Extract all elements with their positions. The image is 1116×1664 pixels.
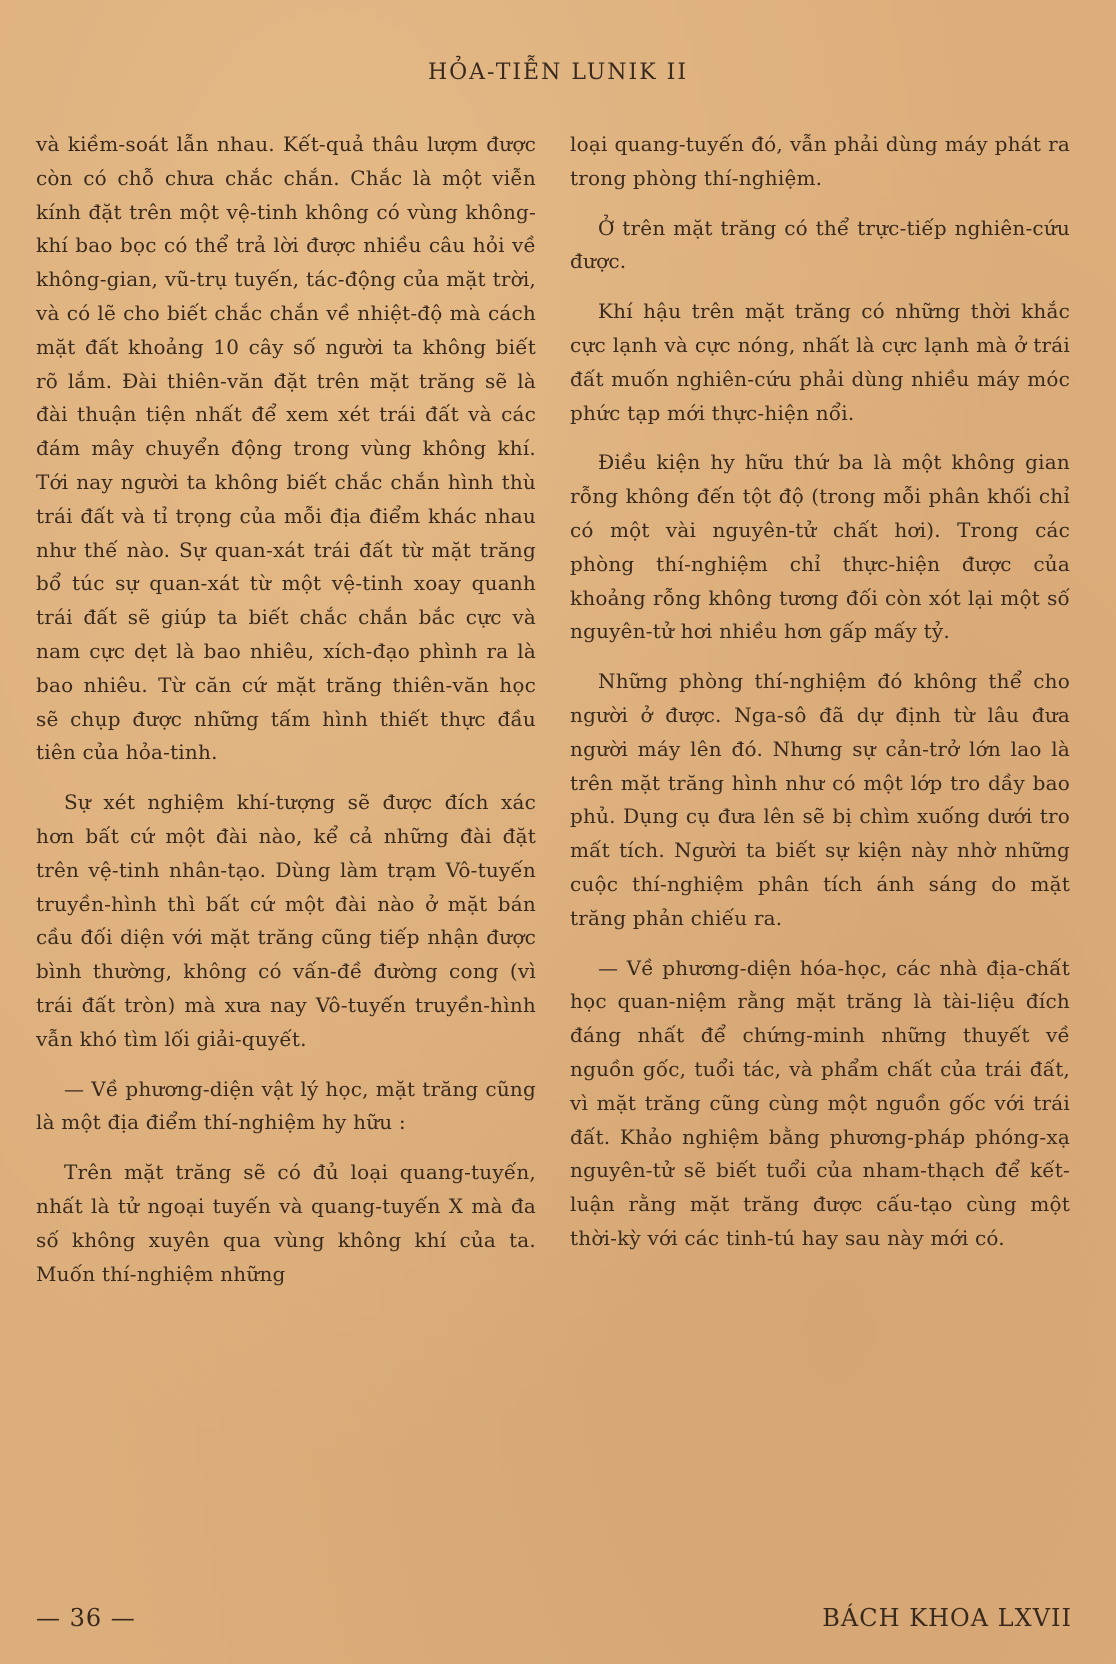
right-column: [570, 128, 1070, 1272]
left-paragraph-4: Trên mặt trăng sẽ có đủ loại quang-tuyến, nhất là tử ngoại tuyến và quang-tuyến X mà đa số không xuyên qua vùng không khí của ta. Muốn thí-nghiệm những: [36, 1160, 536, 1286]
left-column: [36, 128, 536, 1307]
left-paragraph-1: và kiềm-soát lẫn nhau. Kết-quả thâu lượm được còn có chỗ chưa chắc chắn. Chắc là một viễn kính đặt trên một vệ-tinh không có vùng không-khí bao bọc có thể trả lời được nhiều câu hỏi về không-gian, vũ-trụ tuyến, tác-động của mặt trời, và có lẽ cho biết chắc chắn về nhiệt-độ mà cách mặt đất khoảng 10 cây số người ta không biết rõ lắm. Đài thiên-văn đặt trên mặt trăng sẽ là đài thuận tiện nhất để xem xét trái đất và các đám mây chuyển động trong vùng không khí. Tới nay người ta không biết chắc chắn hình thù trái đất và tỉ trọng của mỗi địa điểm khác nhau như thế nào. Sự quan-xát trái đất từ mặt trăng bổ túc sự quan-xát từ một vệ-tinh xoay quanh trái đất sẽ giúp ta biết chắc chắn bắc cực và nam cực dẹt là bao nhiêu, xích-đạo phình ra là bao nhiêu. Từ căn cứ mặt trăng thiên-văn học sẽ chụp được những tấm hình thiết thực đầu tiên của hỏa-tinh.: [36, 132, 536, 765]
right-paragraph-1: loại quang-tuyến đó, vẫn phải dùng máy phát ra trong phòng thí-nghiệm.: [570, 132, 1070, 190]
magazine-name: BÁCH KHOA LXVII: [822, 1604, 1072, 1632]
running-head-title: HỎA-TIỄN LUNIK II: [427, 60, 689, 85]
right-paragraph-2: Ở trên mặt trăng có thể trực-tiếp nghiên-cứu được.: [570, 215, 1070, 274]
right-paragraph-6: — Về phương-diện hóa-học, các nhà địa-chất học quan-niệm rằng mặt trăng là tài-liệu đích đáng nhất để chứng-minh những thuyết về nguồn gốc, tuổi tác, và phẩm chất của trái đất, vì mặt trăng cũng cùng một nguồn gốc với trái đất. Khảo nghiệm bằng phương-pháp phóng-xạ nguyên-tử sẽ biết tuổi của nham-thạch để kết-luận rằng mặt trăng được cấu-tạo cùng một thời-kỳ với các tinh-tú hay sau này mới có.: [570, 955, 1070, 1250]
left-paragraph-3: — Về phương-diện vật lý học, mặt trăng cũng là một địa điểm thí-nghiệm hy hữu :: [36, 1076, 536, 1135]
right-paragraph-4: Điều kiện hy hữu thứ ba là một không gian rỗng không đến tột độ (trong mỗi phân khối chỉ có một vài nguyên-tử chất hơi). Trong các phòng thí-nghiệm chỉ thực-hiện được của khoảng rỗng không tương đối còn xót lại một số nguyên-tử hơi nhiều hơn gấp mấy tỷ.: [570, 450, 1070, 644]
left-paragraph-2: Sự xét nghiệm khí-tượng sẽ được đích xác hơn bất cứ một đài nào, kể cả những đài đặt trên vệ-tinh nhân-tạo. Dùng làm trạm Vô-tuyến truyền-hình thì bất cứ một đài nào ở mặt bán cầu đối diện với mặt trăng cũng tiếp nhận được bình thường, không có vấn-đề đường cong (vì trái đất tròn) mà xưa nay Vô-tuyến truyền-hình vẫn khó tìm lối giải-quyết.: [36, 790, 536, 1051]
right-paragraph-5: Những phòng thí-nghiệm đó không thể cho người ở được. Nga-sô đã dự định từ lâu đưa người máy lên đó. Nhưng sự cản-trở lớn lao là trên mặt trăng hình như có một lớp tro dầy bao phủ. Dụng cụ đưa lên sẽ bị chìm xuống dưới tro mất tích. Người ta biết sự kiện này nhờ những cuộc thí-nghiệm phân tích ánh sáng do mặt trăng phản chiếu ra.: [570, 669, 1070, 930]
page-number: — 36 —: [36, 1604, 136, 1632]
right-paragraph-3: Khí hậu trên mặt trăng có những thời khắc cực lạnh và cực nóng, nhất là cực lạnh mà ở trái đất muốn nghiên-cứu phải dùng nhiều máy móc phức tạp mới thực-hiện nổi.: [570, 299, 1070, 425]
